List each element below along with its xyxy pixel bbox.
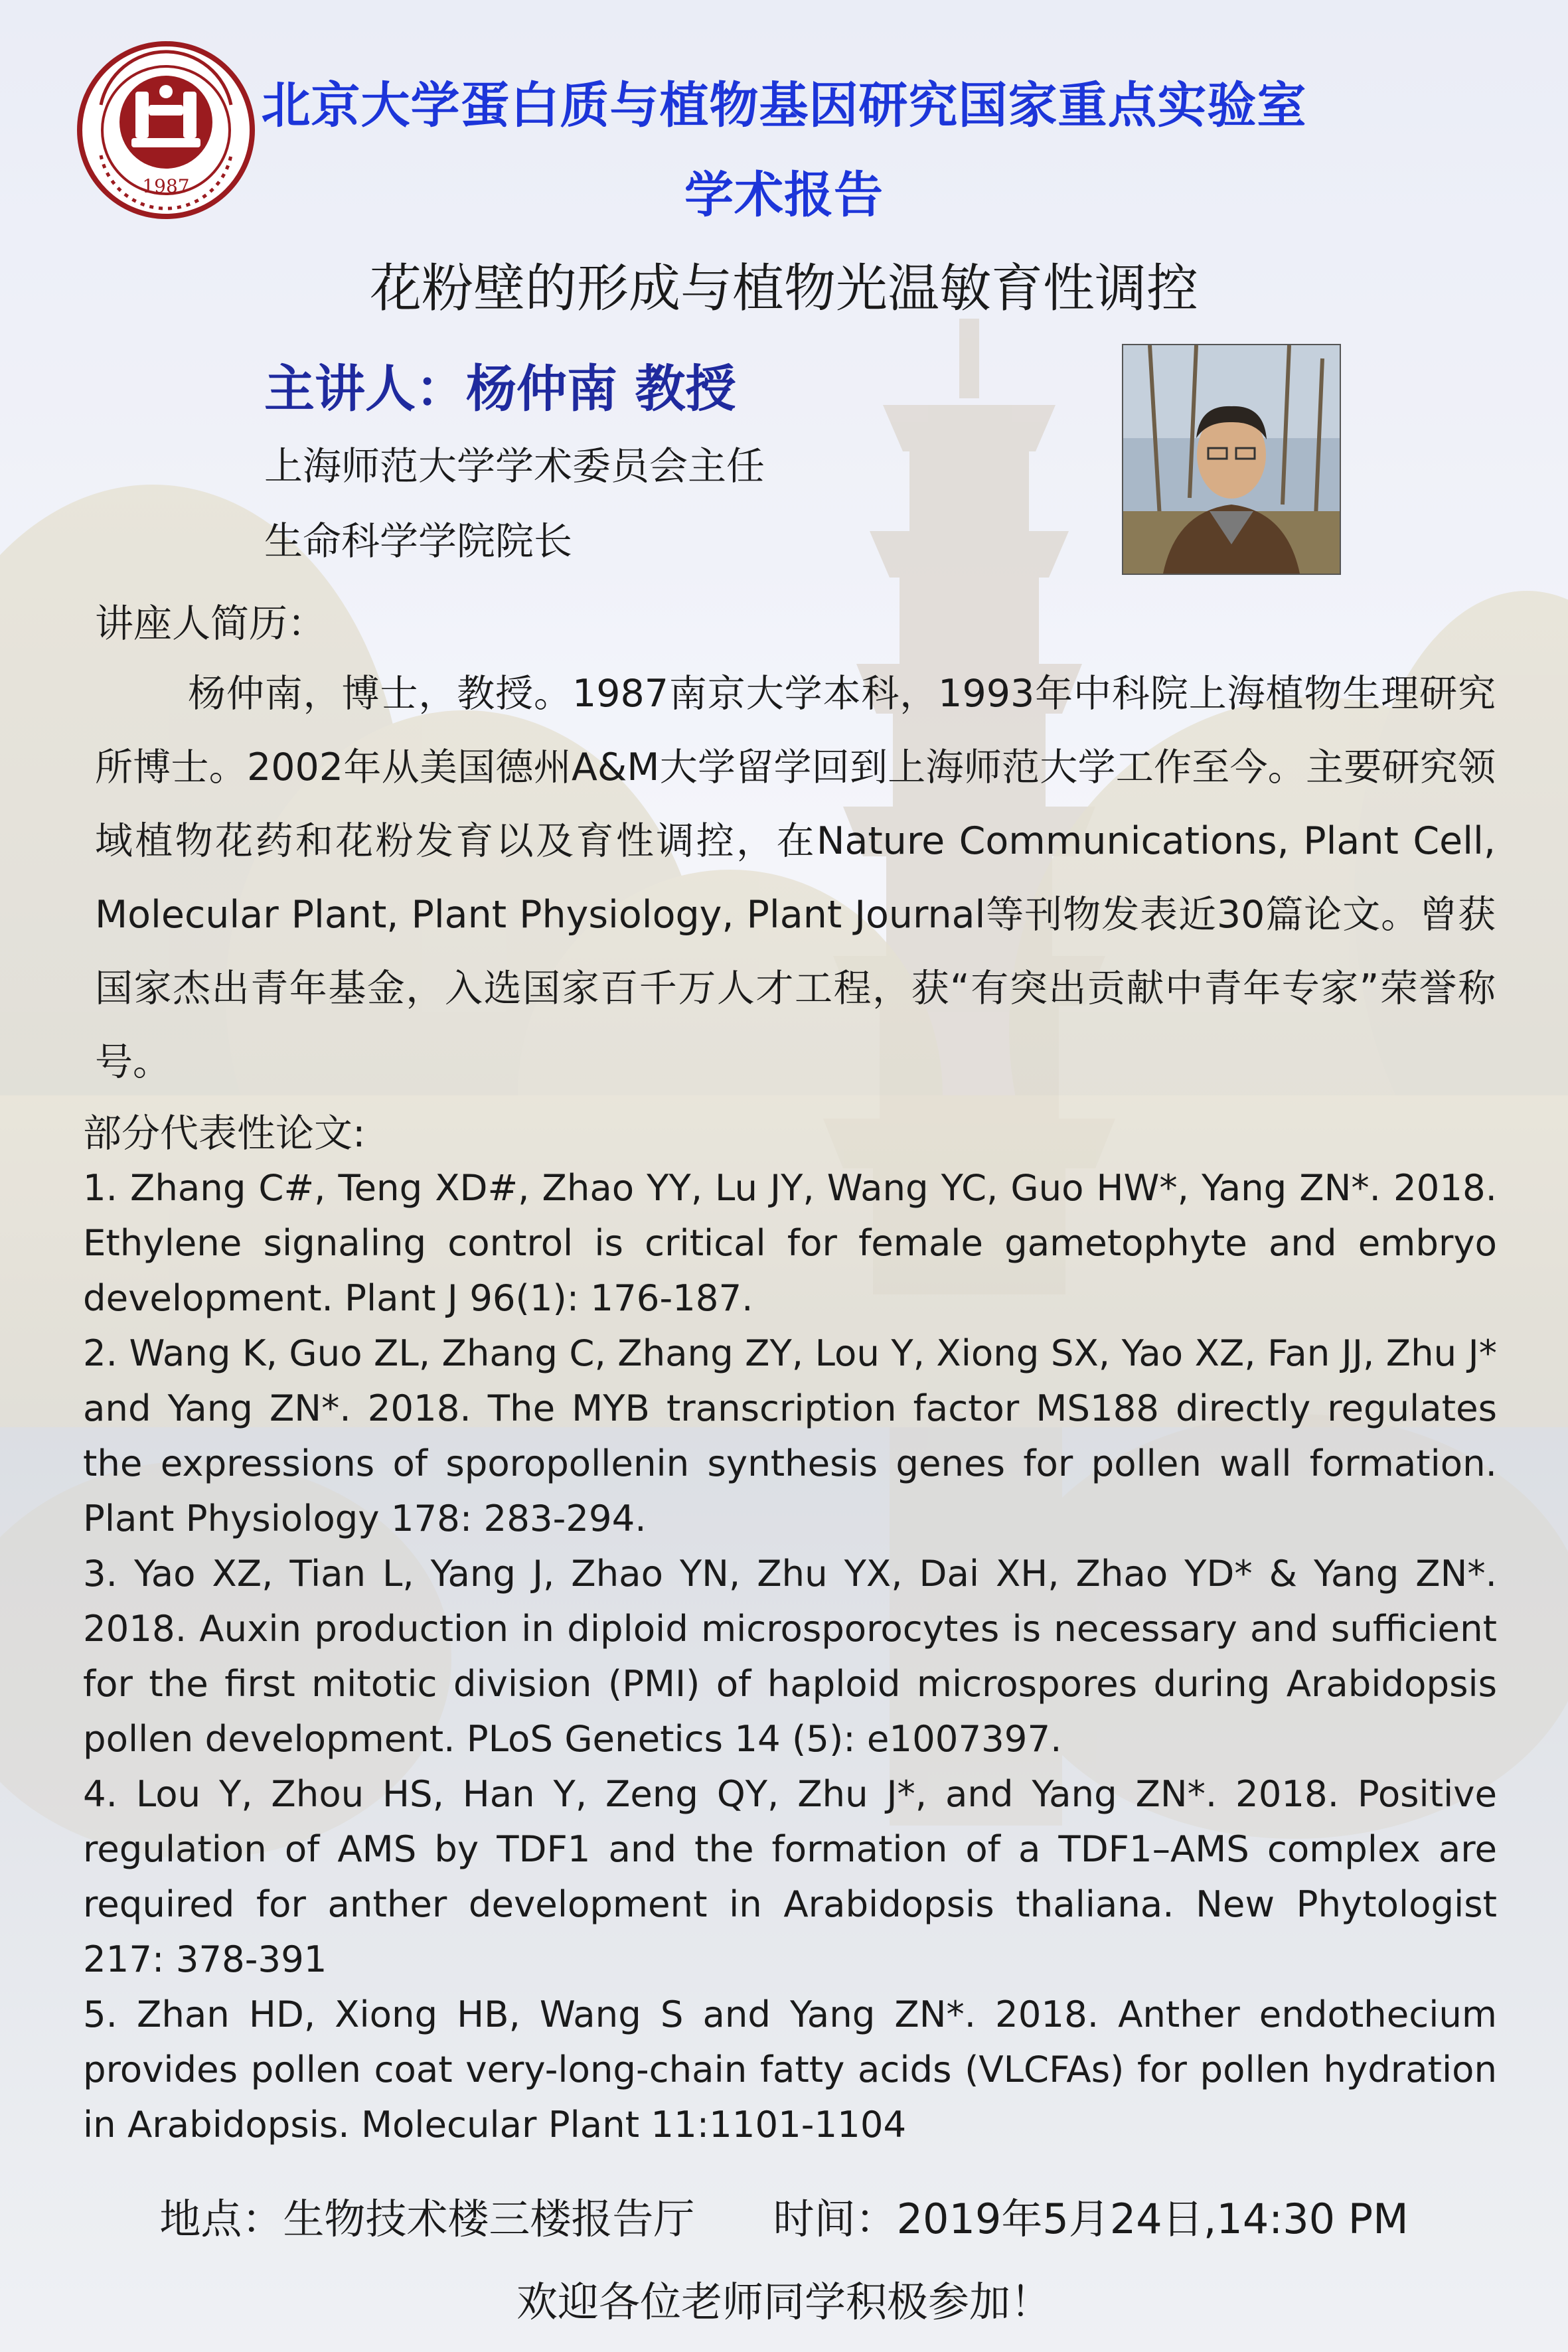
speaker-affiliation-1: 上海师范大学学术委员会主任 [264, 443, 765, 489]
paper-item: 5. Zhan HD, Xiong HB, Wang S and Yang ZN*. 2018. Anther endothecium provides pollen coat very-long-chain fatty acids (VLCFAs) for pollen hydration in Arabidopsis. Molecular Plant 11:1101-1104 [83, 1993, 1497, 2146]
paper-item: 2. Wang K, Guo ZL, Zhang C, Zhang ZY, Lou Y, Xiong SX, Yao XZ, Fan JJ, Zhu J* and Yang ZN*. 2018. The MYB transcription factor MS188 directly regulates the expressions of sporopollenin synthesis genes for pollen wall formation. Plant Physiology 178: 283-294. [83, 1332, 1497, 1539]
report-title: 学术报告 [684, 167, 884, 224]
welcome-text: 欢迎各位老师同学积极参加！ [516, 2278, 1052, 2326]
speaker-name: 主讲人：杨仲南 教授 [264, 359, 736, 418]
speaker-affiliation-2: 生命科学学院院长 [264, 518, 573, 564]
logo-year: 1987 [142, 175, 190, 197]
paper-item: 4. Lou Y, Zhou HS, Han Y, Zeng QY, Zhu J*, and Yang ZN*. 2018. Positive regulation of AMS by TDF1 and the formation of a TDF1–AMS complex are required for anther development in Arabidopsis thaliana. New Phytologist 217: 378-391 [83, 1772, 1497, 1980]
paper-item: 3. Yao XZ, Tian L, Yang J, Zhao YN, Zhu YX, Dai XH, Zhao YD* & Yang ZN*. 2018. Auxin production in diploid microsporocytes is necessary and sufficient for the first mitotic division (PMI) of haploid microspores during Arabidopsis pollen development. PLoS Genetics 14 (5): e1007397. [83, 1552, 1497, 1760]
lab-title: 北京大学蛋白质与植物基因研究国家重点实验室 [261, 77, 1307, 134]
papers-heading: 部分代表性论文: [83, 1111, 366, 1156]
bio-text: 杨仲南，博士，教授。1987南京大学本科，1993年中科院上海植物生理研究所博士。2002年从美国德州A&M大学留学回到上海师范大学工作至今。主要研究领域植物花药和花粉发育以及育性调控，在Nature Communications, Plant Cell, Molecular Plant, Plant Physiology, Plant Journal等刊物发表近30篇论文。曾获国家杰出青年基金，入选国家百千万人才工程，获“有突出贡献中青年专家”荣誉称号。 [95, 672, 1496, 1084]
footer-info [0, 2186, 1568, 2245]
speaker-photo [1122, 344, 1341, 575]
time-text: 时间：2019年5月24日,14:30 PM [773, 2195, 1409, 2243]
paper-item: 1. Zhang C#, Teng XD#, Zhao YY, Lu JY, Wang YC, Guo HW*, Yang ZN*. 2018. Ethylene signaling control is critical for female gametophyte and embryo development. Plant J 96(1): 176-187. [83, 1166, 1497, 1319]
papers-list [83, 1160, 1497, 2152]
talk-topic: 花粉壁的形成与植物光温敏育性调控 [369, 259, 1198, 319]
bio-heading: 讲座人简历： [95, 601, 327, 646]
location-text: 地点：生物技术楼三楼报告厅 [159, 2195, 695, 2243]
